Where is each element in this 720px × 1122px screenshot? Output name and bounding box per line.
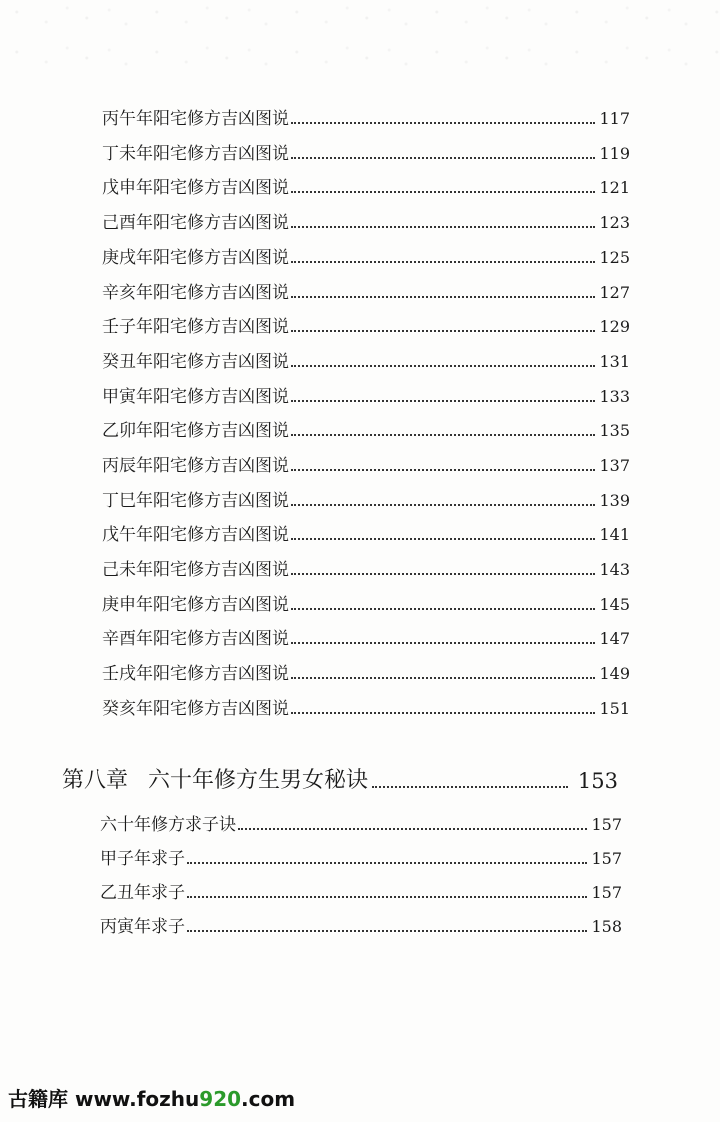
dot-leader <box>238 827 587 830</box>
toc-entry-title: 丙寅年求子 <box>100 917 185 937</box>
url-digits: 920 <box>199 1087 242 1111</box>
toc-entry[interactable] <box>102 692 630 720</box>
toc-entry-title: 辛酉年阳宅修方吉凶图说 <box>102 629 289 649</box>
toc-entry-title: 庚申年阳宅修方吉凶图说 <box>102 595 289 615</box>
toc-entry[interactable] <box>102 206 630 234</box>
toc-entry[interactable] <box>102 345 630 373</box>
toc-entry-page: 117 <box>599 109 630 128</box>
toc-entry-page: 141 <box>599 525 630 544</box>
toc-entry-page: 131 <box>599 352 630 371</box>
toc-entry-page: 139 <box>599 491 630 510</box>
toc-entry-title: 甲寅年阳宅修方吉凶图说 <box>102 387 289 407</box>
toc-sub-entry[interactable] <box>100 808 622 836</box>
toc-entry[interactable] <box>102 380 630 408</box>
dot-leader <box>187 929 587 932</box>
dot-leader <box>372 785 568 788</box>
toc-entry-title: 辛亥年阳宅修方吉凶图说 <box>102 283 289 303</box>
toc-entry-title: 癸亥年阳宅修方吉凶图说 <box>102 699 289 719</box>
dot-leader <box>291 190 595 193</box>
toc-entry-title: 戊申年阳宅修方吉凶图说 <box>102 178 289 198</box>
chapter-page: 153 <box>577 769 618 793</box>
toc-entry-title: 丁巳年阳宅修方吉凶图说 <box>102 491 289 511</box>
toc-sub-entry[interactable] <box>100 910 622 938</box>
toc-entry-page: 119 <box>599 144 630 163</box>
toc-entry-page: 123 <box>599 213 630 232</box>
footer-brand <box>8 1083 295 1112</box>
toc-entry[interactable] <box>102 310 630 338</box>
toc-entry[interactable] <box>102 484 630 512</box>
toc-entry[interactable] <box>102 414 630 442</box>
dot-leader <box>291 225 595 228</box>
dot-leader <box>291 503 595 506</box>
toc-entry-page: 143 <box>599 560 630 579</box>
toc-entry[interactable] <box>102 137 630 165</box>
toc-entry-page: 137 <box>599 456 630 475</box>
dot-leader <box>291 572 595 575</box>
toc-entry-page: 149 <box>599 664 630 683</box>
toc-entry-page: 127 <box>599 283 630 302</box>
dot-leader <box>291 537 595 540</box>
dot-leader <box>291 364 595 367</box>
dot-leader <box>291 711 595 714</box>
toc-entry-page: 129 <box>599 317 630 336</box>
chapter-number: 第八章 <box>62 768 129 793</box>
url-prefix: www.fozhu <box>74 1087 200 1111</box>
toc-sub-entry[interactable] <box>100 876 622 904</box>
toc-sub-entry[interactable] <box>100 842 622 870</box>
dot-leader <box>291 641 595 644</box>
dot-leader <box>291 121 595 124</box>
toc-entry-page: 121 <box>599 178 630 197</box>
toc-entry-title: 壬子年阳宅修方吉凶图说 <box>102 317 289 337</box>
dot-leader <box>291 607 595 610</box>
toc-entry-page: 145 <box>599 595 630 614</box>
dot-leader <box>291 676 595 679</box>
toc-entry-title: 甲子年求子 <box>100 849 185 869</box>
brand-name: 古籍库 <box>8 1087 68 1111</box>
toc-entry-page: 158 <box>591 917 622 936</box>
toc-entry[interactable] <box>102 102 630 130</box>
toc-entry-title: 庚戌年阳宅修方吉凶图说 <box>102 248 289 268</box>
dot-leader <box>291 433 595 436</box>
toc-entry-title: 乙丑年求子 <box>100 883 185 903</box>
dot-leader <box>291 468 595 471</box>
toc-entry-title: 癸丑年阳宅修方吉凶图说 <box>102 352 289 372</box>
toc-entry[interactable] <box>102 657 630 685</box>
toc-entry[interactable] <box>102 276 630 304</box>
scan-noise <box>0 0 720 80</box>
toc-entry-page: 133 <box>599 387 630 406</box>
toc-entry-title: 丙辰年阳宅修方吉凶图说 <box>102 456 289 476</box>
toc-entry[interactable] <box>102 518 630 546</box>
toc-entry-page: 125 <box>599 248 630 267</box>
toc-entry-title: 六十年修方求子诀 <box>100 815 236 835</box>
toc-entry-title: 己酉年阳宅修方吉凶图说 <box>102 213 289 233</box>
toc-entry-title: 壬戌年阳宅修方吉凶图说 <box>102 664 289 684</box>
toc-entry[interactable] <box>102 553 630 581</box>
toc-entry[interactable] <box>102 241 630 269</box>
site-url[interactable] <box>75 1087 295 1111</box>
toc-entry[interactable] <box>102 449 630 477</box>
dot-leader <box>291 260 595 263</box>
chapter-heading[interactable] <box>62 762 618 796</box>
toc-entry-page: 135 <box>599 421 630 440</box>
dot-leader <box>187 861 587 864</box>
toc-entry[interactable] <box>102 622 630 650</box>
toc-entry-title: 乙卯年阳宅修方吉凶图说 <box>102 421 289 441</box>
toc-entry-title: 戊午年阳宅修方吉凶图说 <box>102 525 289 545</box>
dot-leader <box>291 329 595 332</box>
url-suffix: .com <box>241 1087 296 1111</box>
toc-entry-page: 147 <box>599 629 630 648</box>
toc-entry-title: 丁未年阳宅修方吉凶图说 <box>102 144 289 164</box>
dot-leader <box>291 399 595 402</box>
toc-entry[interactable] <box>102 171 630 199</box>
toc-entry-page: 157 <box>591 849 622 868</box>
toc-entry-title: 丙午年阳宅修方吉凶图说 <box>102 109 289 129</box>
toc-entry-page: 157 <box>591 883 622 902</box>
dot-leader <box>187 895 587 898</box>
toc-entry-page: 157 <box>591 815 622 834</box>
dot-leader <box>291 156 595 159</box>
chapter-title: 六十年修方生男女秘诀 <box>148 768 369 793</box>
toc-entry-title: 己未年阳宅修方吉凶图说 <box>102 560 289 580</box>
toc-entry[interactable] <box>102 588 630 616</box>
dot-leader <box>291 295 595 298</box>
toc-entry-page: 151 <box>599 699 630 718</box>
